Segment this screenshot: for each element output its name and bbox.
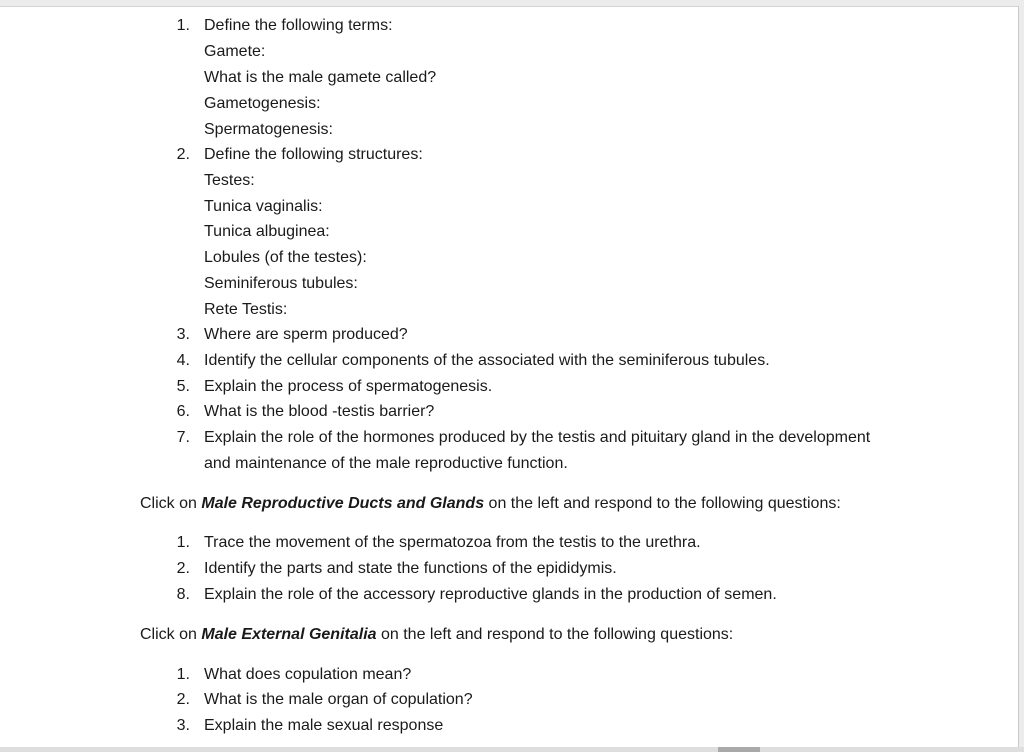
list-text-continuation: and maintenance of the male reproductive function. — [204, 455, 568, 472]
sub-item: What is the male gamete called? — [204, 69, 437, 86]
list-text: Trace the movement of the spermatozoa from the testis to the urethra. — [204, 534, 701, 551]
list-number: 4. — [176, 352, 190, 369]
list-number: 5. — [176, 378, 190, 395]
list-text: What is the male organ of copulation? — [204, 691, 473, 708]
section-link-ducts-glands: Male Reproductive Ducts and Glands — [201, 495, 485, 512]
intro-prefix: Click on — [140, 626, 202, 643]
list-number: 3. — [176, 717, 190, 734]
list-number: 7. — [176, 429, 190, 446]
list-number: 1. — [176, 666, 190, 683]
sub-item: Seminiferous tubules: — [204, 275, 358, 292]
list-number: 6. — [176, 403, 190, 420]
list-text: Explain the process of spermatogenesis. — [204, 378, 493, 395]
sub-item: Tunica vaginalis: — [204, 198, 323, 215]
list-number: 8. — [176, 586, 190, 603]
list-text: What is the blood -testis barrier? — [204, 403, 435, 420]
list-text: Explain the role of the accessory reproductive glands in the production of semen. — [204, 586, 777, 603]
intro-prefix: Click on — [140, 495, 202, 512]
list-text: What does copulation mean? — [204, 666, 412, 683]
horizontal-scrollbar-thumb[interactable] — [718, 747, 760, 752]
sub-item: Gametogenesis: — [204, 95, 321, 112]
list-text: Define the following terms: — [204, 17, 393, 34]
list-text: Define the following structures: — [204, 146, 423, 163]
horizontal-scrollbar-track[interactable] — [0, 747, 1024, 752]
list-number: 1. — [176, 17, 190, 34]
list-text: Identify the cellular components of the associated with the seminiferous tubules. — [204, 352, 770, 369]
sub-item: Lobules (of the testes): — [204, 249, 367, 266]
list-text: Explain the male sexual response — [204, 717, 444, 734]
intro-suffix: on the left and respond to the following questions: — [484, 495, 841, 512]
list-number: 2. — [176, 691, 190, 708]
section-intro-ducts-glands — [140, 491, 841, 517]
sub-item: Testes: — [204, 172, 255, 189]
section-intro-external-genitalia — [140, 622, 733, 648]
list-text: Explain the role of the hormones produced by the testis and pituitary gland in the development — [204, 429, 871, 446]
sub-item: Spermatogenesis: — [204, 121, 333, 138]
sub-item: Gamete: — [204, 43, 266, 60]
sub-item: Tunica albuginea: — [204, 223, 330, 240]
document-page — [0, 6, 1019, 748]
intro-suffix: on the left and respond to the following questions: — [376, 626, 734, 643]
list-text: Where are sperm produced? — [204, 326, 408, 343]
list-number: 2. — [176, 146, 190, 163]
sub-item: Rete Testis: — [204, 301, 288, 318]
list-number: 3. — [176, 326, 190, 343]
list-text: Identify the parts and state the functions of the epididymis. — [204, 560, 617, 577]
list-number: 1. — [176, 534, 190, 551]
list-number: 2. — [176, 560, 190, 577]
section-link-external-genitalia: Male External Genitalia — [201, 626, 377, 643]
